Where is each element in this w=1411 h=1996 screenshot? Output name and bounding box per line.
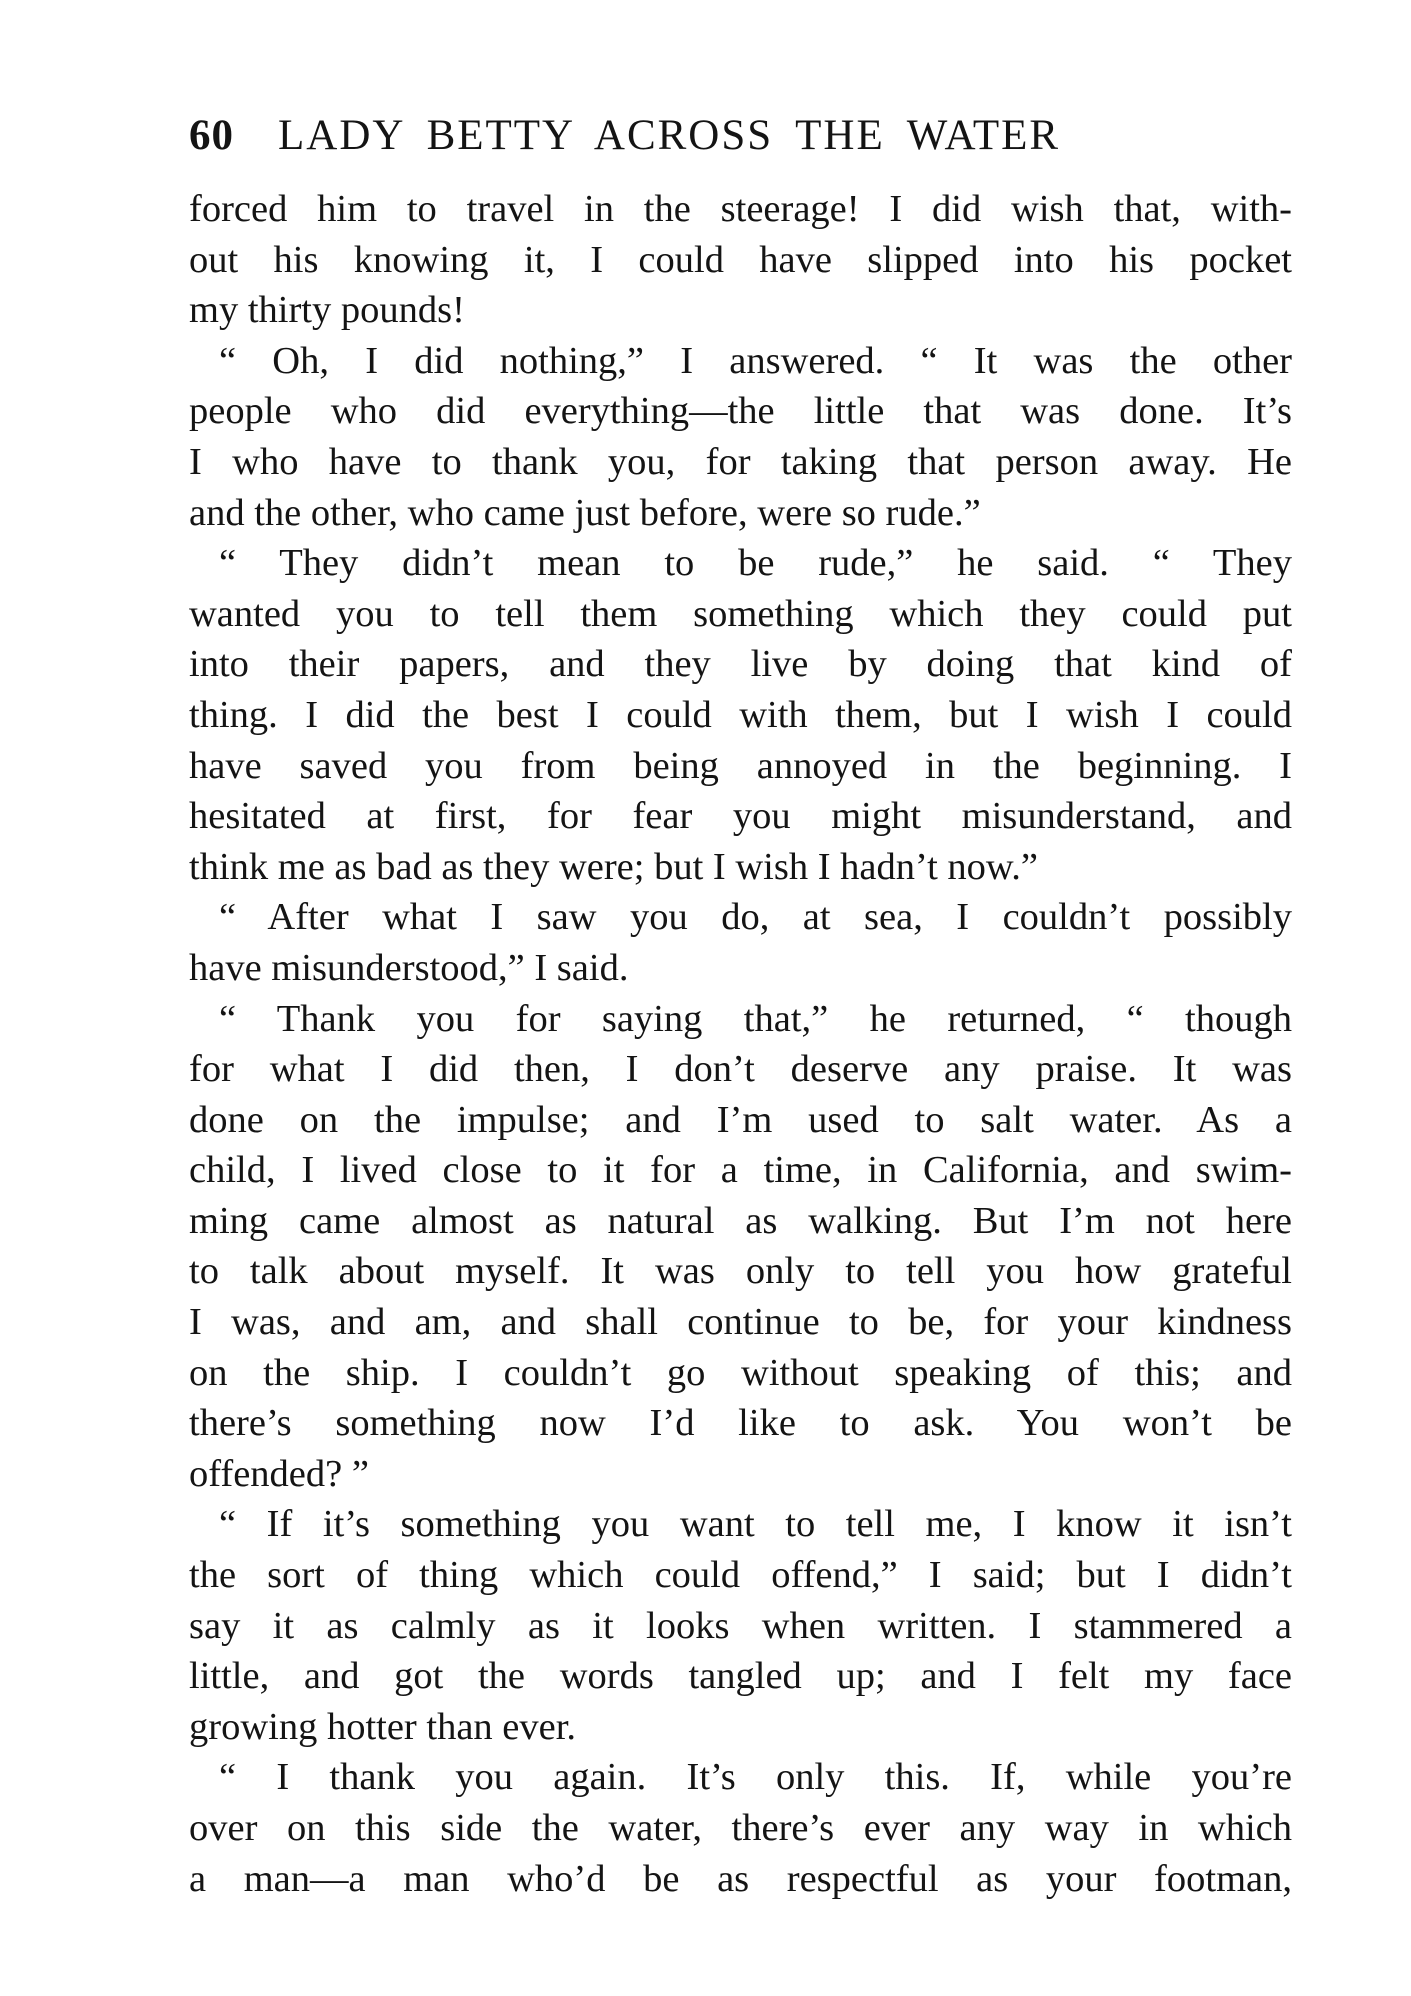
text-line: for what I did then, I don’t deserve any praise. It was: [189, 1048, 1292, 1091]
text-line: hesitated at first, for fear you might misunderstand, and: [189, 795, 1292, 838]
text-line: child, I lived close to it for a time, in California, and swim-: [189, 1149, 1292, 1192]
page-number: 60: [189, 112, 234, 159]
text-line: “ I thank you again. It’s only this. If, while you’re: [219, 1756, 1292, 1799]
text-line: a man—a man who’d be as respectful as your footman,: [189, 1857, 1292, 1900]
text-line: the sort of thing which could offend,” I said; but I didn’t: [189, 1554, 1292, 1597]
text-line: “ After what I saw you do, at sea, I couldn’t possibly: [219, 896, 1292, 939]
text-line: have saved you from being annoyed in the beginning. I: [189, 744, 1292, 787]
text-line: “ They didn’t mean to be rude,” he said. “ They: [219, 542, 1292, 585]
text-line: forced him to travel in the steerage! I did wish that, with-: [189, 188, 1292, 230]
text-line: offended? ”: [189, 1452, 369, 1495]
text-line: done on the impulse; and I’m used to salt water. As a: [189, 1098, 1292, 1141]
text-line: I was, and am, and shall continue to be, for your kindness: [189, 1301, 1292, 1344]
book-title: LADY BETTY ACROSS THE WATER: [278, 112, 1061, 159]
text-line: out his knowing it, I could have slipped into his pocket: [189, 238, 1292, 281]
running-head: [189, 106, 1299, 166]
text-line: thing. I did the best I could with them, but I wish I could: [189, 693, 1292, 736]
text-line: wanted you to tell them something which they could put: [189, 592, 1292, 635]
text-line: to talk about myself. It was only to tell you how grateful: [189, 1250, 1292, 1293]
text-line: think me as bad as they were; but I wish I hadn’t now.”: [189, 845, 1038, 888]
text-line: people who did everything—the little that was done. It’s: [189, 390, 1292, 433]
text-line: ming came almost as natural as walking. But I’m not here: [189, 1199, 1292, 1242]
text-line: there’s something now I’d like to ask. You won’t be: [189, 1402, 1292, 1445]
text-line: on the ship. I couldn’t go without speaking of this; and: [189, 1351, 1292, 1394]
text-line: into their papers, and they live by doing that kind of: [189, 643, 1292, 686]
text-line: “ If it’s something you want to tell me, I know it isn’t: [219, 1503, 1292, 1546]
body-text: [189, 184, 1292, 1904]
text-line: my thirty pounds!: [189, 289, 465, 332]
text-line: “ Thank you for saying that,” he returned, “ though: [219, 997, 1292, 1040]
text-line: little, and got the words tangled up; and I felt my face: [189, 1655, 1292, 1698]
text-line: over on this side the water, there’s ever any way in which: [189, 1807, 1292, 1849]
text-line: growing hotter than ever.: [189, 1705, 577, 1748]
text-line: I who have to thank you, for taking that person away. He: [189, 440, 1292, 483]
text-line: have misunderstood,” I said.: [189, 946, 629, 989]
text-line: and the other, who came just before, were so rude.”: [189, 491, 981, 534]
text-line: “ Oh, I did nothing,” I answered. “ It was the other: [219, 339, 1292, 382]
text-line: say it as calmly as it looks when written. I stammered a: [189, 1604, 1292, 1647]
